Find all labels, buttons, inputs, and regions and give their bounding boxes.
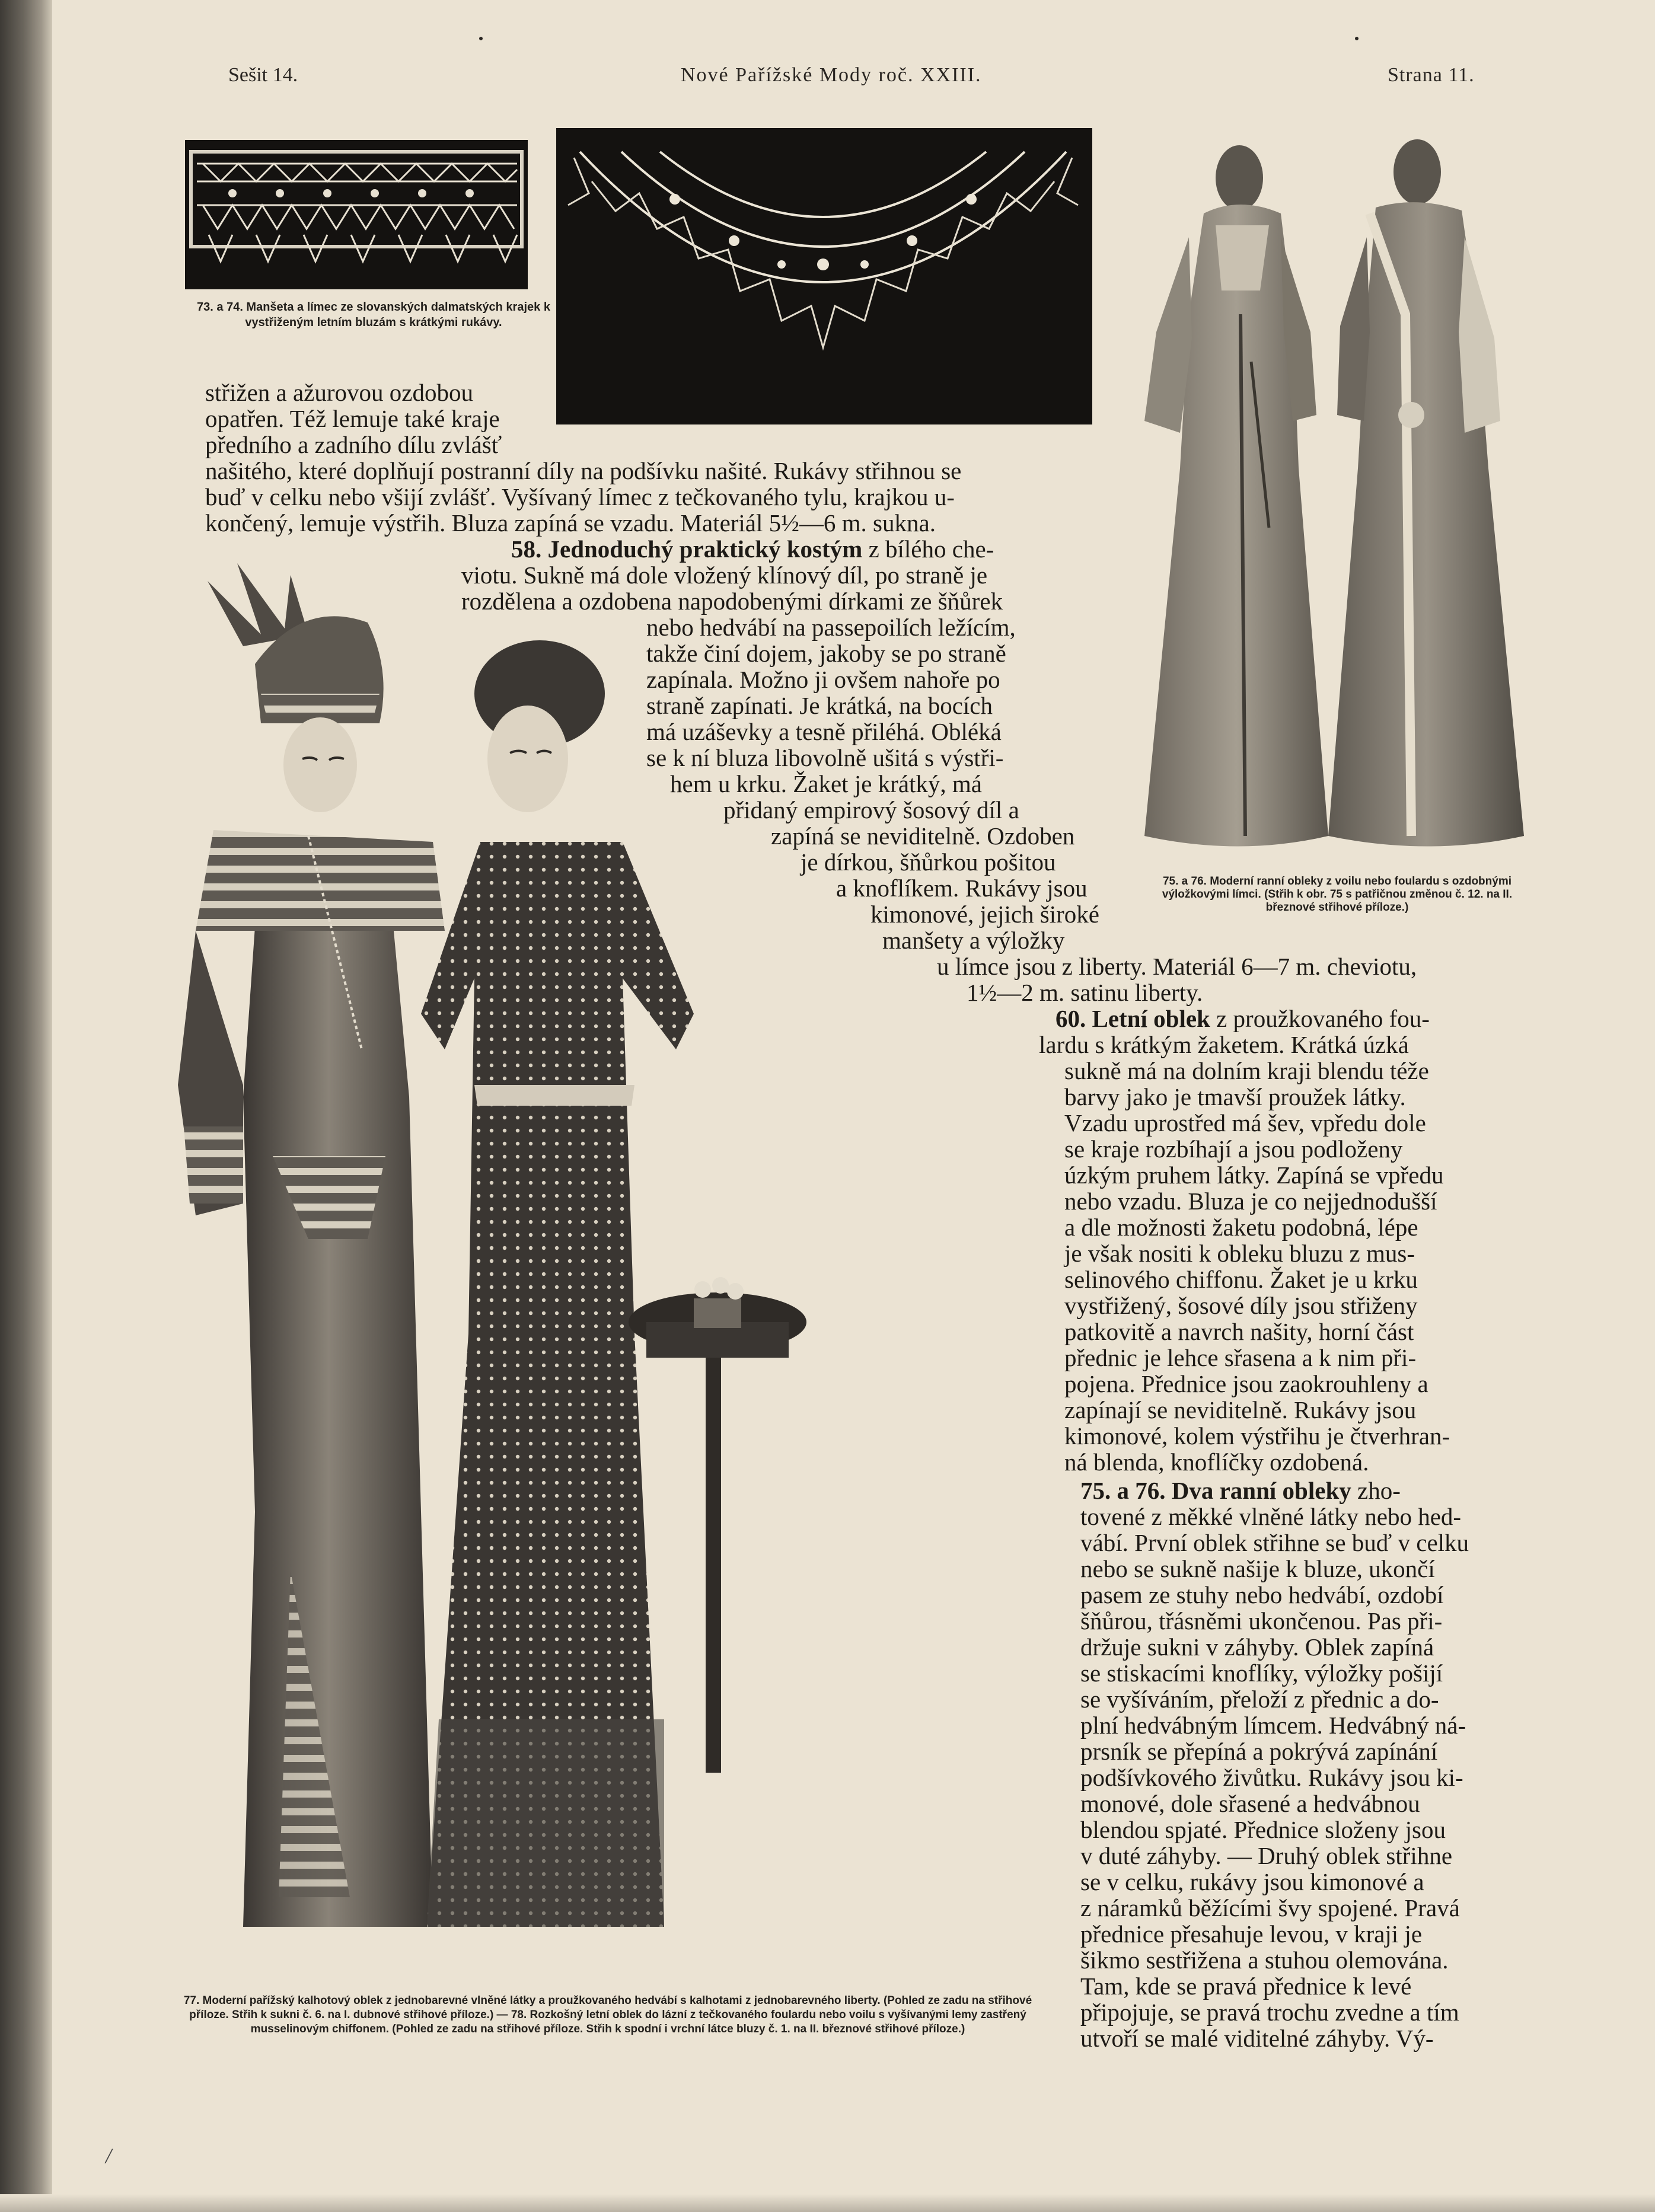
text-line: končený, lemuje výstřih. Bluza zapíná se vzadu. Materiál 5½—6 m. sukna. [205,509,936,537]
text-line: takže činí dojem, jakoby se po straně [646,640,1006,667]
text-line: barvy jako je tmavší proužek látky. [1064,1083,1406,1110]
text-line: a knoflíkem. Rukávy jsou [836,874,1088,902]
item-text: z bílého che- [868,535,994,563]
text-line: zapíná se neviditelně. Ozdoben [771,822,1075,850]
text-line: manšety a výložky [882,927,1065,954]
text-line: pojena. Přednice jsou zaokrouhleny a [1064,1370,1428,1397]
text-line: přednic je lehce sřasena a k nim při- [1064,1344,1417,1371]
binding-shadow [0,0,52,2212]
item-number: 75. a 76. [1080,1477,1166,1504]
text-line: straně zapínati. Je krátká, na bocích [646,692,993,719]
text-line: přednice přesahuje levou, v kraji je [1080,1920,1423,1948]
text-line: kimonové, jejich široké [870,901,1099,928]
text-line: se k ní bluza libovolně ušitá s výstři- [646,744,1004,771]
item-text: z proužkovaného fou- [1216,1005,1430,1032]
text-line: se vyšíváním, přeloží z přednic a do- [1080,1686,1439,1713]
text-line: selinového chiffonu. Žaket je u krku [1064,1266,1418,1293]
text-line: vystřižený, šosové díly jsou střiženy [1064,1292,1418,1319]
text-line: a dle možnosti žaketu podobná, lépe [1064,1214,1418,1241]
text-line: patkovitě a navrch našity, horní část [1064,1318,1414,1345]
text-line: přidaný empirový šosový díl a [723,796,1019,823]
text-line: se v celku, rukávy jsou kimonové a [1080,1868,1424,1895]
text-line: nebo hedvábí na passepoilích ležícím, [646,614,1016,641]
collar-lace-illustration [556,128,1092,424]
text-line: podšívkového živůtku. Rukávy jsou ki- [1080,1764,1463,1791]
item-number: 60. [1055,1005,1086,1032]
text-line: viotu. Sukně má dole vložený klínový díl, po straně je [461,561,988,589]
text-line: předního a zadního dílu zvlášť [205,431,502,458]
text-line: opatřen. Též lemuje také kraje [205,405,500,432]
text-line-heading-60 [1055,1006,1430,1032]
collar-lace-photo [556,128,1092,424]
text-line: úzkým pruhem látky. Zapíná se vpředu [1064,1161,1444,1189]
margin-mark: / [106,2144,112,2168]
item-text: zho- [1357,1477,1401,1504]
text-line: u límce jsou z liberty. Materiál 6—7 m. cheviotu, [937,953,1417,980]
cuff-lace-photo [185,140,528,289]
text-line: lardu s krátkým žaketem. Krátká úzká [1039,1031,1409,1058]
text-line: připojuje, se pravá trochu zvedne a tím [1080,1999,1459,2026]
text-line: z náramků běžícími švy spojené. Pravá [1080,1894,1460,1921]
text-line: buď v celku nebo všijí zvlášť. Vyšívaný límec z tečkovaného tylu, krajkou u- [205,483,955,510]
text-line: ná blenda, knoflíčky ozdobená. [1064,1448,1369,1476]
text-line: nebo vzadu. Bluza je co nejjednodušší [1064,1188,1437,1215]
text-line: se stiskacími knoflíky, výložky pošijí [1080,1659,1443,1687]
morning-gowns-illustration [1133,136,1536,872]
text-line: kimonové, kolem výstřihu je čtverhran- [1064,1422,1450,1450]
text-line: má uzáševky a tesně přiléhá. Obléká [646,718,1002,745]
text-line: se kraje rozbíhají a jsou podloženy [1064,1135,1403,1163]
text-line: 1½—2 m. satinu liberty. [967,979,1203,1006]
header-dot [1355,37,1359,40]
text-line: nebo se sukně našije k bluze, ukončí [1080,1555,1435,1582]
caption-fig-75-76: 75. a 76. Moderní ranní obleky z voilu nebo foulardu s ozdobnými výložkovými límci. (Střih k obr. 75 s patřičnou změnou č. 12. na II. březnové střihové příloze.) [1162,875,1513,914]
text-line: šikmo sestřižena a stuhou olemována. [1080,1946,1449,1974]
text-line-heading-58 [511,536,994,562]
text-line: tovené z měkké vlněné látky nebo hed- [1080,1503,1462,1530]
text-line-heading-75-76 [1080,1477,1401,1504]
cuff-lace-illustration [185,140,528,289]
item-title: Dva ranní obleky [1171,1477,1351,1504]
text-line: blendou spjaté. Přednice složeny jsou [1080,1816,1446,1843]
text-line: utvoří se malé viditelné záhyby. Vý- [1080,2025,1434,2052]
caption-fig-77-78: 77. Moderní pařížský kalhotový oblek z jednobarevné vlněné látky a proužkovaného hedvábí s kalhotami z jednobarevného liberty. (Pohled ze zadu na střihové příloze. Střih k sukni č. 6. na I. dubnové střihové příloze.) — 78. Rozkošný letní oblek do lázní z tečkovaného foulardu nebo voilu s vyšívanými lemy zastřený musselinovým chiffonem. (Pohled ze zadu na střihové příloze. Střih k spodní i vrchní látce bluzy č. 1. na II. březnové střihové příloze.) [183,1994,1032,2035]
item-number: 58. [511,535,542,563]
text-line: našitého, které doplňují postranní díly na podšívku našité. Rukávy střihnou se [205,457,962,484]
page-bottom-edge [0,2194,1655,2212]
header-title: Nové Pařížské Mody roč. XXIII. [681,64,982,86]
text-line: sukně má na dolním kraji blendu téže [1064,1057,1429,1084]
text-line: zapínala. Možno ji ovšem nahoře po [646,666,1000,693]
caption-fig-73-74: 73. a 74. Manšeta a límec ze slovanských dalmatských krajek k vystřiženým letním bluzám s krátkými rukávy. [197,301,550,329]
text-line: v duté záhyby. — Druhý oblek střihne [1080,1842,1453,1869]
morning-gowns-figure [1133,136,1536,872]
text-line: prsník se přepíná a pokrývá zapínání [1080,1738,1438,1765]
header-dot [479,37,483,40]
text-line: plní hedvábným límcem. Hedvábný ná- [1080,1712,1466,1739]
header-page-number: Strana 11. [1388,64,1475,86]
item-title: Letní oblek [1092,1005,1210,1032]
text-line: vábí. První oblek střihne se buď v celku [1080,1529,1469,1556]
text-line: pasem ze stuhy nebo hedvábí, ozdobí [1080,1581,1444,1608]
text-line: držuje sukni v záhyby. Oblek zapíná [1080,1633,1434,1661]
text-line: Vzadu uprostřed má šev, vpředu dole [1064,1109,1426,1137]
text-line: monové, dole sřasené a hedvábnou [1080,1790,1420,1817]
text-line: Tam, kde se pravá přednice k levé [1080,1972,1412,2000]
item-title: Jednoduchý praktický kostým [547,535,863,563]
text-line: rozdělena a ozdobena napodobenými dírkami ze šňůrek [461,588,1003,615]
text-line: je dírkou, šňůrkou pošitou [801,848,1056,876]
text-line: zapínají se neviditelně. Rukávy jsou [1064,1396,1417,1423]
text-line: šňůrou, třásněmi ukončenou. Pas při- [1080,1607,1443,1635]
text-line: střižen a ažurovou ozdobou [205,379,473,406]
text-line: je však nositi k obleku bluzu z mus- [1064,1240,1415,1267]
header-issue: Sešit 14. [228,64,298,86]
text-line: hem u krku. Žaket je krátký, má [670,770,982,797]
